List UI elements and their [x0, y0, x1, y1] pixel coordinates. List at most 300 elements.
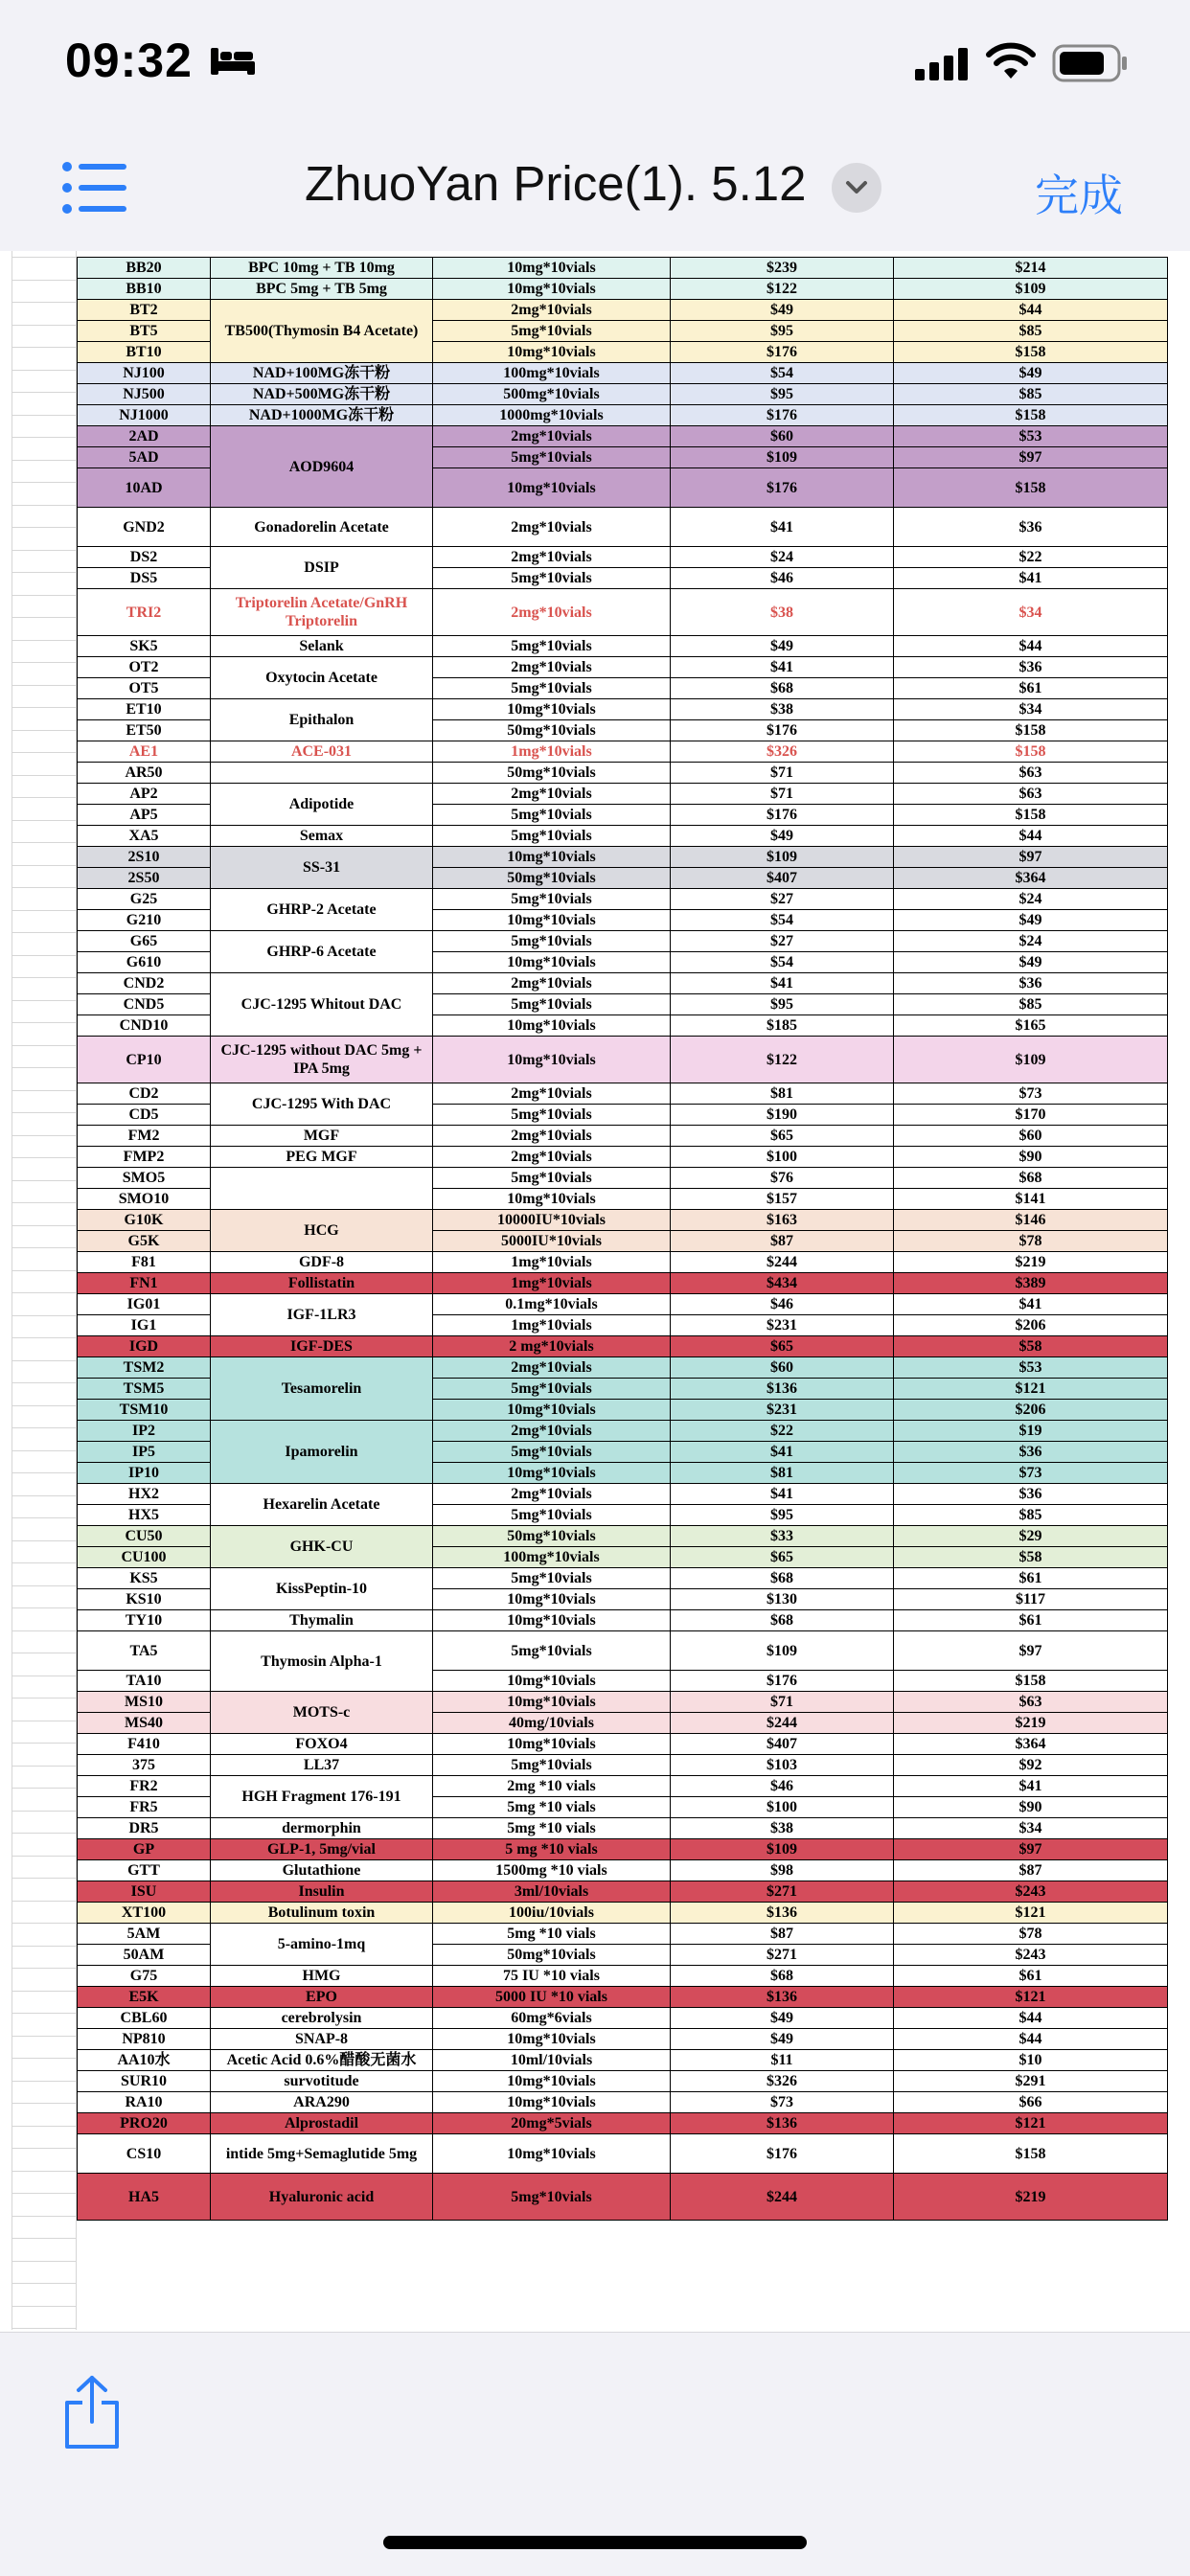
product-code-cell[interactable]: CD5 [78, 1105, 211, 1126]
price-cell[interactable]: $41 [894, 568, 1168, 589]
price-cell[interactable]: $41 [671, 657, 894, 678]
price-cell[interactable]: $434 [671, 1273, 894, 1294]
price-cell[interactable]: $60 [894, 1126, 1168, 1147]
price-cell[interactable]: $130 [671, 1589, 894, 1610]
price-cell[interactable]: $73 [671, 2092, 894, 2113]
price-cell[interactable]: $97 [894, 847, 1168, 868]
price-cell[interactable]: $41 [894, 1294, 1168, 1315]
product-code-cell[interactable]: HA5 [78, 2174, 211, 2221]
specification-cell[interactable]: 100iu/10vials [433, 1903, 671, 1924]
product-name-cell[interactable]: Alprostadil [211, 2113, 433, 2134]
product-code-cell[interactable]: AR50 [78, 763, 211, 784]
product-code-cell[interactable]: CND10 [78, 1015, 211, 1037]
price-cell[interactable]: $95 [671, 321, 894, 342]
price-cell[interactable]: $81 [671, 1083, 894, 1105]
price-cell[interactable]: $407 [671, 868, 894, 889]
specification-cell[interactable]: 10mg*10vials [433, 1037, 671, 1083]
product-name-cell[interactable]: BPC 10mg + TB 10mg [211, 258, 433, 279]
product-code-cell[interactable]: ET50 [78, 720, 211, 741]
price-cell[interactable]: $65 [671, 1547, 894, 1568]
specification-cell[interactable]: 50mg*10vials [433, 868, 671, 889]
product-code-cell[interactable]: DS2 [78, 547, 211, 568]
specification-cell[interactable]: 2mg*10vials [433, 1126, 671, 1147]
specification-cell[interactable]: 5mg *10 vials [433, 1924, 671, 1945]
price-cell[interactable]: $90 [894, 1797, 1168, 1818]
product-name-cell[interactable]: HCG [211, 1210, 433, 1252]
product-name-cell[interactable]: CJC-1295 With DAC [211, 1083, 433, 1126]
price-cell[interactable]: $176 [671, 720, 894, 741]
product-name-cell[interactable]: KissPeptin-10 [211, 1568, 433, 1610]
product-name-cell[interactable]: MGF [211, 1126, 433, 1147]
specification-cell[interactable]: 5000 IU *10 vials [433, 1987, 671, 2008]
price-cell[interactable]: $141 [894, 1189, 1168, 1210]
product-code-cell[interactable]: OT5 [78, 678, 211, 699]
specification-cell[interactable]: 40mg/10vials [433, 1713, 671, 1734]
specification-cell[interactable]: 5mg*10vials [433, 1755, 671, 1776]
specification-cell[interactable]: 2mg*10vials [433, 1147, 671, 1168]
product-name-cell[interactable]: ACE-031 [211, 741, 433, 763]
price-cell[interactable]: $206 [894, 1400, 1168, 1421]
specification-cell[interactable]: 0.1mg*10vials [433, 1294, 671, 1315]
price-cell[interactable]: $44 [894, 826, 1168, 847]
product-name-cell[interactable]: IGF-1LR3 [211, 1294, 433, 1336]
product-name-cell[interactable]: Acetic Acid 0.6%醋酸无菌水 [211, 2050, 433, 2071]
product-code-cell[interactable]: G5K [78, 1231, 211, 1252]
price-cell[interactable]: $49 [671, 2029, 894, 2050]
product-code-cell[interactable]: SUR10 [78, 2071, 211, 2092]
product-name-cell[interactable]: NAD+500MG冻干粉 [211, 384, 433, 405]
price-cell[interactable]: $136 [671, 1903, 894, 1924]
product-name-cell[interactable]: SNAP-8 [211, 2029, 433, 2050]
price-cell[interactable]: $291 [894, 2071, 1168, 2092]
specification-cell[interactable]: 1mg*10vials [433, 1273, 671, 1294]
product-name-cell[interactable]: 5-amino-1mq [211, 1924, 433, 1966]
price-cell[interactable]: $19 [894, 1421, 1168, 1442]
price-cell[interactable]: $54 [671, 363, 894, 384]
price-cell[interactable]: $100 [671, 1147, 894, 1168]
price-cell[interactable]: $65 [671, 1126, 894, 1147]
specification-cell[interactable]: 2mg*10vials [433, 1083, 671, 1105]
price-cell[interactable]: $85 [894, 1505, 1168, 1526]
price-cell[interactable]: $10 [894, 2050, 1168, 2071]
price-cell[interactable]: $33 [671, 1526, 894, 1547]
price-cell[interactable]: $41 [671, 1484, 894, 1505]
price-cell[interactable]: $244 [671, 1713, 894, 1734]
specification-cell[interactable]: 2mg*10vials [433, 300, 671, 321]
specification-cell[interactable]: 2mg*10vials [433, 426, 671, 447]
price-cell[interactable]: $122 [671, 1037, 894, 1083]
price-cell[interactable]: $36 [894, 973, 1168, 994]
price-cell[interactable]: $11 [671, 2050, 894, 2071]
specification-cell[interactable]: 5mg*10vials [433, 1105, 671, 1126]
price-cell[interactable]: $109 [671, 847, 894, 868]
price-cell[interactable]: $163 [671, 1210, 894, 1231]
specification-cell[interactable]: 5mg*10vials [433, 826, 671, 847]
product-code-cell[interactable]: HX5 [78, 1505, 211, 1526]
product-name-cell[interactable]: NAD+100MG冻干粉 [211, 363, 433, 384]
price-cell[interactable]: $36 [894, 1442, 1168, 1463]
price-cell[interactable]: $24 [894, 931, 1168, 952]
specification-cell[interactable]: 2mg *10 vials [433, 1776, 671, 1797]
product-name-cell[interactable]: LL37 [211, 1755, 433, 1776]
price-cell[interactable]: $389 [894, 1273, 1168, 1294]
specification-cell[interactable]: 2mg*10vials [433, 1357, 671, 1379]
product-code-cell[interactable]: IG01 [78, 1294, 211, 1315]
product-code-cell[interactable]: DS5 [78, 568, 211, 589]
specification-cell[interactable]: 5mg*10vials [433, 1168, 671, 1189]
price-cell[interactable]: $41 [671, 1442, 894, 1463]
specification-cell[interactable]: 10mg*10vials [433, 279, 671, 300]
product-name-cell[interactable]: CJC-1295 without DAC 5mg + IPA 5mg [211, 1037, 433, 1083]
price-cell[interactable]: $61 [894, 1966, 1168, 1987]
specification-cell[interactable]: 2mg*10vials [433, 508, 671, 547]
price-cell[interactable]: $66 [894, 2092, 1168, 2113]
price-cell[interactable]: $78 [894, 1231, 1168, 1252]
product-code-cell[interactable]: MS40 [78, 1713, 211, 1734]
specification-cell[interactable]: 10mg*10vials [433, 2134, 671, 2174]
price-cell[interactable]: $87 [671, 1231, 894, 1252]
specification-cell[interactable]: 1mg*10vials [433, 1315, 671, 1336]
price-cell[interactable]: $97 [894, 1631, 1168, 1671]
product-name-cell[interactable]: IGF-DES [211, 1336, 433, 1357]
product-code-cell[interactable]: TSM5 [78, 1379, 211, 1400]
product-name-cell[interactable]: PEG MGF [211, 1147, 433, 1168]
price-cell[interactable]: $364 [894, 1734, 1168, 1755]
product-code-cell[interactable]: 2S10 [78, 847, 211, 868]
price-cell[interactable]: $36 [894, 657, 1168, 678]
price-cell[interactable]: $176 [671, 805, 894, 826]
product-code-cell[interactable]: AP5 [78, 805, 211, 826]
price-cell[interactable]: $158 [894, 1671, 1168, 1692]
product-code-cell[interactable]: BB20 [78, 258, 211, 279]
price-cell[interactable]: $85 [894, 994, 1168, 1015]
price-cell[interactable]: $158 [894, 805, 1168, 826]
specification-cell[interactable]: 5mg*10vials [433, 568, 671, 589]
price-cell[interactable]: $243 [894, 1945, 1168, 1966]
price-cell[interactable]: $63 [894, 763, 1168, 784]
specification-cell[interactable]: 2mg*10vials [433, 784, 671, 805]
price-cell[interactable]: $190 [671, 1105, 894, 1126]
price-cell[interactable]: $63 [894, 784, 1168, 805]
price-cell[interactable]: $90 [894, 1147, 1168, 1168]
product-name-cell[interactable]: DSIP [211, 547, 433, 589]
price-cell[interactable]: $271 [671, 1881, 894, 1903]
specification-cell[interactable]: 20mg*5vials [433, 2113, 671, 2134]
specification-cell[interactable]: 10mg*10vials [433, 1189, 671, 1210]
product-name-cell[interactable]: Epithalon [211, 699, 433, 741]
product-code-cell[interactable]: GND2 [78, 508, 211, 547]
price-cell[interactable]: $71 [671, 784, 894, 805]
price-cell[interactable]: $38 [671, 699, 894, 720]
price-cell[interactable]: $27 [671, 931, 894, 952]
price-cell[interactable]: $22 [671, 1421, 894, 1442]
product-name-cell[interactable]: GHRP-2 Acetate [211, 889, 433, 931]
specification-cell[interactable]: 5mg*10vials [433, 636, 671, 657]
price-cell[interactable]: $71 [671, 763, 894, 784]
price-cell[interactable]: $54 [671, 952, 894, 973]
price-cell[interactable]: $29 [894, 1526, 1168, 1547]
price-cell[interactable]: $41 [671, 973, 894, 994]
price-cell[interactable]: $158 [894, 342, 1168, 363]
specification-cell[interactable]: 5mg*10vials [433, 1379, 671, 1400]
product-name-cell[interactable]: Oxytocin Acetate [211, 657, 433, 699]
specification-cell[interactable]: 3ml/10vials [433, 1881, 671, 1903]
specification-cell[interactable]: 5mg *10 vials [433, 1818, 671, 1839]
price-cell[interactable]: $121 [894, 2113, 1168, 2134]
product-name-cell[interactable]: Semax [211, 826, 433, 847]
product-code-cell[interactable]: SK5 [78, 636, 211, 657]
product-code-cell[interactable]: MS10 [78, 1692, 211, 1713]
price-cell[interactable]: $44 [894, 300, 1168, 321]
price-cell[interactable]: $219 [894, 1713, 1168, 1734]
product-code-cell[interactable]: G610 [78, 952, 211, 973]
product-name-cell[interactable]: Hexarelin Acetate [211, 1484, 433, 1526]
product-name-cell[interactable]: CJC-1295 Whitout DAC [211, 973, 433, 1037]
product-code-cell[interactable]: F410 [78, 1734, 211, 1755]
product-code-cell[interactable]: E5K [78, 1987, 211, 2008]
specification-cell[interactable]: 100mg*10vials [433, 363, 671, 384]
product-code-cell[interactable]: IP2 [78, 1421, 211, 1442]
price-cell[interactable]: $214 [894, 258, 1168, 279]
product-name-cell[interactable]: Insulin [211, 1881, 433, 1903]
product-code-cell[interactable]: ET10 [78, 699, 211, 720]
specification-cell[interactable]: 5 mg *10 vials [433, 1839, 671, 1860]
price-cell[interactable]: $158 [894, 720, 1168, 741]
price-cell[interactable]: $49 [894, 910, 1168, 931]
price-cell[interactable]: $95 [671, 1505, 894, 1526]
product-code-cell[interactable]: CS10 [78, 2134, 211, 2174]
specification-cell[interactable]: 10mg*10vials [433, 1463, 671, 1484]
price-cell[interactable]: $44 [894, 2008, 1168, 2029]
price-cell[interactable]: $95 [671, 994, 894, 1015]
product-name-cell[interactable]: SS-31 [211, 847, 433, 889]
specification-cell[interactable]: 5mg*10vials [433, 1631, 671, 1671]
price-cell[interactable]: $68 [671, 1966, 894, 1987]
product-name-cell[interactable]: FOXO4 [211, 1734, 433, 1755]
product-code-cell[interactable]: TY10 [78, 1610, 211, 1631]
price-cell[interactable]: $44 [894, 2029, 1168, 2050]
price-cell[interactable]: $58 [894, 1336, 1168, 1357]
title-menu-button[interactable] [832, 163, 881, 213]
specification-cell[interactable]: 10mg*10vials [433, 952, 671, 973]
price-cell[interactable]: $65 [671, 1336, 894, 1357]
price-cell[interactable]: $34 [894, 1818, 1168, 1839]
price-cell[interactable]: $158 [894, 468, 1168, 508]
specification-cell[interactable]: 2mg*10vials [433, 547, 671, 568]
product-code-cell[interactable]: TA10 [78, 1671, 211, 1692]
product-name-cell[interactable]: Botulinum toxin [211, 1903, 433, 1924]
specification-cell[interactable]: 5mg*10vials [433, 1568, 671, 1589]
product-name-cell[interactable] [211, 763, 433, 784]
price-cell[interactable]: $49 [671, 826, 894, 847]
price-cell[interactable]: $117 [894, 1589, 1168, 1610]
product-code-cell[interactable]: CND5 [78, 994, 211, 1015]
specification-cell[interactable]: 10000IU*10vials [433, 1210, 671, 1231]
specification-cell[interactable]: 10ml/10vials [433, 2050, 671, 2071]
price-cell[interactable]: $97 [894, 1839, 1168, 1860]
product-code-cell[interactable]: 50AM [78, 1945, 211, 1966]
price-cell[interactable]: $24 [671, 547, 894, 568]
price-cell[interactable]: $326 [671, 741, 894, 763]
price-cell[interactable]: $158 [894, 741, 1168, 763]
specification-cell[interactable]: 10mg*10vials [433, 847, 671, 868]
specification-cell[interactable]: 5mg*10vials [433, 1505, 671, 1526]
product-code-cell[interactable]: TSM2 [78, 1357, 211, 1379]
product-name-cell[interactable]: Follistatin [211, 1273, 433, 1294]
product-name-cell[interactable]: cerebrolysin [211, 2008, 433, 2029]
price-cell[interactable]: $92 [894, 1755, 1168, 1776]
product-code-cell[interactable]: NJ100 [78, 363, 211, 384]
product-name-cell[interactable]: MOTS-c [211, 1692, 433, 1734]
price-cell[interactable]: $243 [894, 1881, 1168, 1903]
price-cell[interactable]: $71 [671, 1692, 894, 1713]
product-code-cell[interactable]: BB10 [78, 279, 211, 300]
price-cell[interactable]: $38 [671, 1818, 894, 1839]
product-code-cell[interactable]: SMO5 [78, 1168, 211, 1189]
specification-cell[interactable]: 10mg*10vials [433, 1589, 671, 1610]
specification-cell[interactable]: 5mg*10vials [433, 2174, 671, 2221]
price-cell[interactable]: $109 [894, 279, 1168, 300]
specification-cell[interactable]: 5mg*10vials [433, 889, 671, 910]
price-cell[interactable]: $98 [671, 1860, 894, 1881]
product-code-cell[interactable]: FN1 [78, 1273, 211, 1294]
specification-cell[interactable]: 100mg*10vials [433, 1547, 671, 1568]
product-name-cell[interactable]: Thymosin Alpha-1 [211, 1631, 433, 1692]
specification-cell[interactable]: 10mg*10vials [433, 1400, 671, 1421]
product-code-cell[interactable]: G75 [78, 1966, 211, 1987]
price-cell[interactable]: $122 [671, 279, 894, 300]
price-cell[interactable]: $73 [894, 1083, 1168, 1105]
specification-cell[interactable]: 1500mg *10 vials [433, 1860, 671, 1881]
product-code-cell[interactable]: G25 [78, 889, 211, 910]
price-cell[interactable]: $68 [671, 1568, 894, 1589]
price-cell[interactable]: $176 [671, 342, 894, 363]
price-cell[interactable]: $109 [671, 1839, 894, 1860]
price-cell[interactable]: $326 [671, 2071, 894, 2092]
price-cell[interactable]: $109 [671, 1631, 894, 1671]
specification-cell[interactable]: 5mg*10vials [433, 931, 671, 952]
specification-cell[interactable]: 10mg*10vials [433, 468, 671, 508]
price-cell[interactable]: $244 [671, 2174, 894, 2221]
specification-cell[interactable]: 10mg*10vials [433, 1692, 671, 1713]
price-cell[interactable]: $170 [894, 1105, 1168, 1126]
price-cell[interactable]: $63 [894, 1692, 1168, 1713]
price-cell[interactable]: $61 [894, 1568, 1168, 1589]
price-cell[interactable]: $73 [894, 1463, 1168, 1484]
product-code-cell[interactable]: CU100 [78, 1547, 211, 1568]
price-cell[interactable]: $239 [671, 258, 894, 279]
product-name-cell[interactable]: BPC 5mg + TB 5mg [211, 279, 433, 300]
price-cell[interactable]: $219 [894, 1252, 1168, 1273]
share-icon[interactable] [61, 2374, 123, 2451]
price-cell[interactable]: $61 [894, 678, 1168, 699]
product-code-cell[interactable]: CND2 [78, 973, 211, 994]
product-code-cell[interactable]: G65 [78, 931, 211, 952]
price-cell[interactable]: $219 [894, 2174, 1168, 2221]
price-cell[interactable]: $103 [671, 1755, 894, 1776]
specification-cell[interactable]: 1mg*10vials [433, 741, 671, 763]
product-code-cell[interactable]: G210 [78, 910, 211, 931]
product-code-cell[interactable]: 5AD [78, 447, 211, 468]
product-name-cell[interactable]: Selank [211, 636, 433, 657]
price-cell[interactable]: $53 [894, 1357, 1168, 1379]
price-cell[interactable]: $24 [894, 889, 1168, 910]
product-name-cell[interactable]: Adipotide [211, 784, 433, 826]
price-cell[interactable]: $231 [671, 1400, 894, 1421]
product-code-cell[interactable]: DR5 [78, 1818, 211, 1839]
price-cell[interactable]: $46 [671, 568, 894, 589]
product-code-cell[interactable]: CD2 [78, 1083, 211, 1105]
product-name-cell[interactable]: GDF-8 [211, 1252, 433, 1273]
product-code-cell[interactable]: SMO10 [78, 1189, 211, 1210]
specification-cell[interactable]: 50mg*10vials [433, 1945, 671, 1966]
specification-cell[interactable]: 5mg*10vials [433, 447, 671, 468]
specification-cell[interactable]: 5mg*10vials [433, 1442, 671, 1463]
product-code-cell[interactable]: 375 [78, 1755, 211, 1776]
product-code-cell[interactable]: 5AM [78, 1924, 211, 1945]
specification-cell[interactable]: 10mg*10vials [433, 910, 671, 931]
specification-cell[interactable]: 2mg*10vials [433, 1484, 671, 1505]
product-code-cell[interactable]: G10K [78, 1210, 211, 1231]
product-code-cell[interactable]: PRO20 [78, 2113, 211, 2134]
done-button[interactable]: 完成 [1035, 170, 1123, 221]
price-cell[interactable]: $49 [671, 2008, 894, 2029]
price-cell[interactable]: $36 [894, 1484, 1168, 1505]
price-cell[interactable]: $85 [894, 384, 1168, 405]
price-cell[interactable]: $53 [894, 426, 1168, 447]
product-code-cell[interactable]: AA10水 [78, 2050, 211, 2071]
price-cell[interactable]: $364 [894, 868, 1168, 889]
price-cell[interactable]: $41 [894, 1776, 1168, 1797]
product-code-cell[interactable]: OT2 [78, 657, 211, 678]
price-cell[interactable]: $231 [671, 1315, 894, 1336]
price-cell[interactable]: $22 [894, 547, 1168, 568]
specification-cell[interactable]: 5mg*10vials [433, 994, 671, 1015]
price-cell[interactable]: $49 [894, 952, 1168, 973]
price-cell[interactable]: $68 [671, 678, 894, 699]
price-cell[interactable]: $407 [671, 1734, 894, 1755]
product-code-cell[interactable]: FR5 [78, 1797, 211, 1818]
specification-cell[interactable]: 10mg*10vials [433, 1610, 671, 1631]
product-code-cell[interactable]: 2AD [78, 426, 211, 447]
specification-cell[interactable]: 60mg*6vials [433, 2008, 671, 2029]
specification-cell[interactable]: 2 mg*10vials [433, 1336, 671, 1357]
price-cell[interactable]: $49 [671, 300, 894, 321]
specification-cell[interactable]: 5000IU*10vials [433, 1231, 671, 1252]
product-code-cell[interactable]: BT5 [78, 321, 211, 342]
price-cell[interactable]: $87 [894, 1860, 1168, 1881]
product-name-cell[interactable]: AOD9604 [211, 426, 433, 508]
product-code-cell[interactable]: XT100 [78, 1903, 211, 1924]
price-cell[interactable]: $85 [894, 321, 1168, 342]
product-code-cell[interactable]: KS10 [78, 1589, 211, 1610]
product-name-cell[interactable]: TB500(Thymosin B4 Acetate) [211, 300, 433, 363]
specification-cell[interactable]: 5mg *10 vials [433, 1797, 671, 1818]
product-code-cell[interactable]: TSM10 [78, 1400, 211, 1421]
product-name-cell[interactable]: NAD+1000MG冻干粉 [211, 405, 433, 426]
price-cell[interactable]: $121 [894, 1379, 1168, 1400]
price-cell[interactable]: $176 [671, 468, 894, 508]
specification-cell[interactable]: 5mg*10vials [433, 678, 671, 699]
price-cell[interactable]: $68 [894, 1168, 1168, 1189]
price-cell[interactable]: $109 [671, 447, 894, 468]
specification-cell[interactable]: 2mg*10vials [433, 657, 671, 678]
price-cell[interactable]: $87 [671, 1924, 894, 1945]
list-icon[interactable] [61, 161, 128, 215]
price-cell[interactable]: $109 [894, 1037, 1168, 1083]
specification-cell[interactable]: 10mg*10vials [433, 699, 671, 720]
price-cell[interactable]: $244 [671, 1252, 894, 1273]
